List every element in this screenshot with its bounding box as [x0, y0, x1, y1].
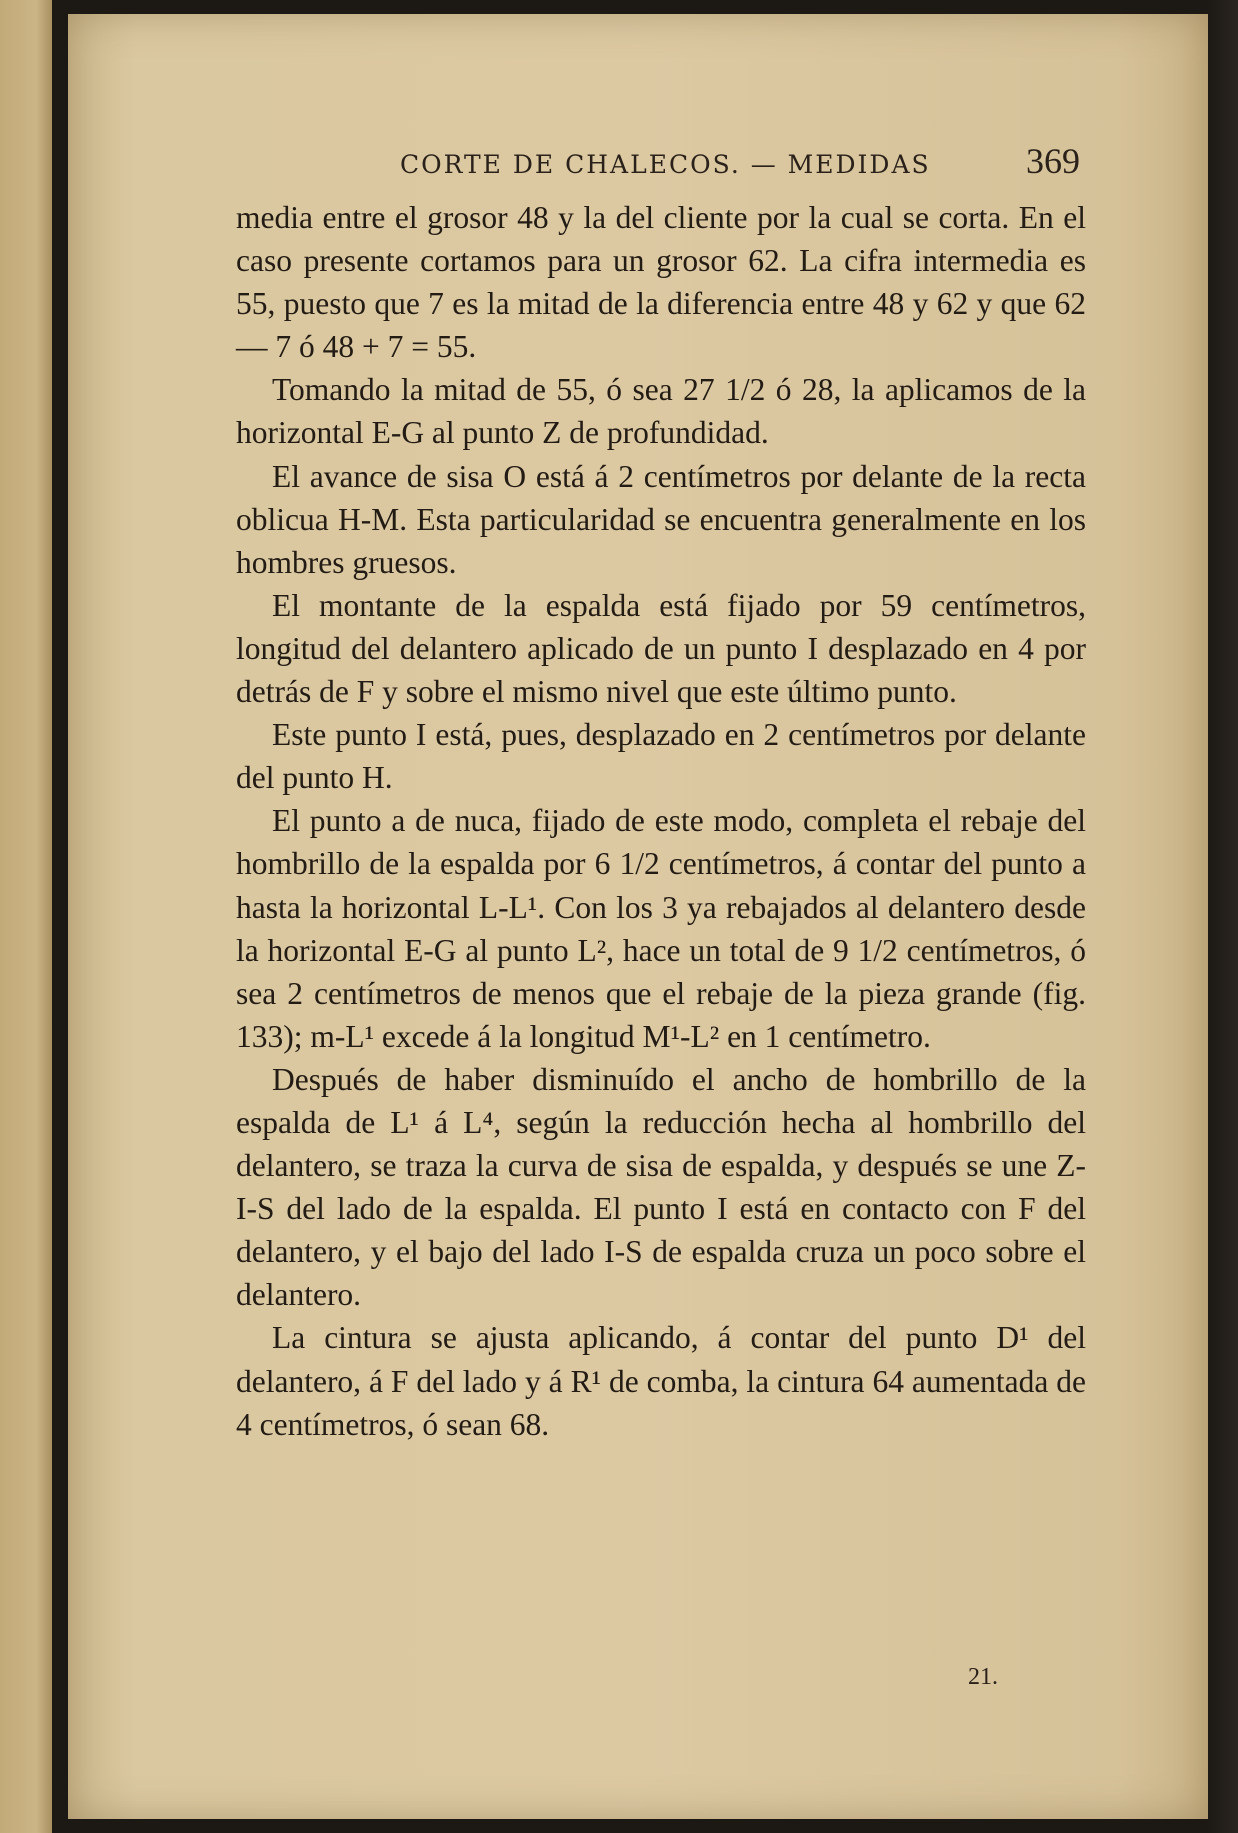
paragraph-4: El montante de la espalda está fijado por 59 centímetros, longitud del delantero aplicado de un punto I desplazado en 4 por detrás de F y sobre el mismo nivel que este último punto. [236, 587, 1086, 710]
body-text [236, 196, 1086, 1446]
paragraph-7: Después de haber disminuído el ancho de hombrillo de la espalda de L¹ á L⁴, según la reducción hecha al hombrillo del delantero, se traza la curva de sisa de espalda, y después se une Z-I-S del lado de la espalda. El punto I está en contacto con F del delantero, y el bajo del lado I-S de espalda cruza un poco sobre el delantero. [236, 1061, 1086, 1313]
paragraph-1: media entre el grosor 48 y la del cliente por la cual se corta. En el caso presente cortamos para un grosor 62. La cifra intermedia es 55, puesto que 7 es la mitad de la diferencia entre 48 y 62 y que 62 — 7 ó 48 + 7 = 55. [236, 200, 1086, 365]
facing-page-edge [0, 0, 52, 1833]
paragraph-3: El avance de sisa O está á 2 centímetros por delante de la recta oblicua H-M. Esta particularidad se encuentra generalmente en los hombres gruesos. [236, 458, 1086, 580]
page-number: 369 [1026, 141, 1080, 181]
running-head [400, 140, 1080, 180]
signature-mark: 21. [968, 1664, 998, 1690]
running-head-title: CORTE DE CHALECOS. — MEDIDAS [400, 150, 931, 179]
paragraph-2: Tomando la mitad de 55, ó sea 27 1/2 ó 28, la aplicamos de la horizontal E-G al punto Z de profundidad. [236, 372, 1086, 451]
paragraph-8: La cintura se ajusta aplicando, á contar del punto D¹ del delantero, á F del lado y á R¹ de comba, la cintura 64 aumentada de 4 centímetros, ó sean 68. [236, 1320, 1086, 1442]
paragraph-6: El punto a de nuca, fijado de este modo, completa el rebaje del hombrillo de la espalda por 6 1/2 centímetros, á contar del punto a hasta la horizontal L-L¹. Con los 3 ya rebajados al delantero desde la horizontal E-G al punto L², hace un total de 9 1/2 centímetros, ó sea 2 centímetros de menos que el rebaje de la pieza grande (fig. 133); m-L¹ excede á la longitud M¹-L² en 1 centímetro. [236, 803, 1086, 1054]
paragraph-5: Este punto I está, pues, desplazado en 2 centímetros por delante del punto H. [236, 717, 1086, 796]
scan-border [1208, 0, 1238, 1833]
